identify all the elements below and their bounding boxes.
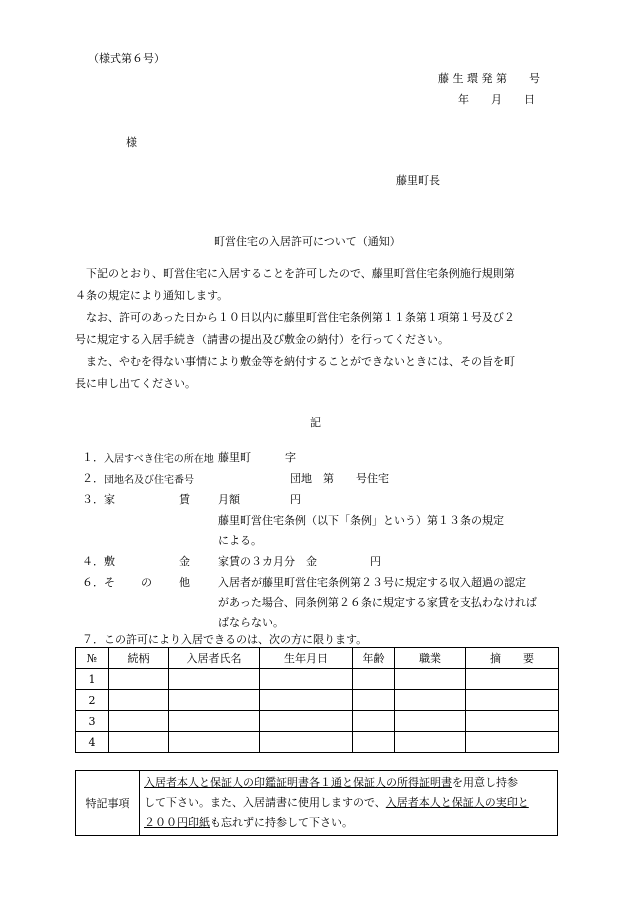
special-notes-box [75,770,558,836]
addressee-suffix: 様 [126,136,137,149]
cell-occupation[interactable] [395,669,466,690]
cell-relationship[interactable] [109,690,169,711]
document-number: 藤 生 環 発 第 号 [438,72,540,85]
paragraph-line: なお、許可のあった日から１０日以内に藤里町営住宅条例第１１条第１項第１号及び２ [75,311,515,324]
item-6-label-char: 他 [179,576,190,589]
cell-age[interactable] [353,690,395,711]
cell-remarks[interactable] [466,669,559,690]
item-1-value-town: 藤里町 [218,451,251,464]
header-birthdate: 生年月日 [260,648,353,669]
item-2-label: 団地名及び住宅番号 [104,475,194,486]
cell-remarks[interactable] [466,732,559,753]
paragraph-line: 長に申し出てください。 [75,377,196,390]
item-3-line-3: による。 [218,534,262,547]
header-name: 入居者氏名 [169,648,260,669]
item-6-label-char: そ [104,576,115,589]
item-3-label-char: 家 [104,493,115,506]
date-line: 年 月 日 [458,93,535,106]
document-title: 町営住宅の入居許可について（通知） [214,235,401,248]
note-line-2-text: して下さい。また、入居請書に使用しますので、 [144,796,386,809]
form-number: （様式第６号） [88,52,165,65]
header-no: № [76,648,109,669]
item-1-label: 入居すべき住宅の所在地 [104,454,214,465]
cell-birthdate[interactable] [260,690,353,711]
cell-birthdate[interactable] [260,711,353,732]
paragraph-line: ４条の規定により通知します。 [75,289,229,302]
note-line-1-text: を用意し持参 [452,776,518,789]
item-4-label-char: 敷 [104,555,115,568]
item-3-value-monthly: 月額 [218,493,240,506]
cell-remarks[interactable] [466,711,559,732]
item-4-value-deposit: 家賃の３カ月分 金 [218,555,317,568]
note-line-3-underlined: ２００円印紙 [144,816,210,829]
row-number: 2 [76,690,109,711]
item-2-number: ２． [82,472,104,485]
row-number: 3 [76,711,109,732]
table-row [76,690,559,711]
item-3-label-char: 賃 [179,493,190,506]
paragraph-line: 下記のとおり、町営住宅に入居することを許可したので、藤里町営住宅条例施行規則第 [75,267,515,280]
cell-relationship[interactable] [109,711,169,732]
row-number: 1 [76,669,109,690]
note-line-3-text: も忘れずに持参して下さい。 [210,816,353,829]
item-4-value-yen: 円 [370,555,381,568]
special-notes-label: 特記事項 [76,771,140,836]
cell-occupation[interactable] [395,690,466,711]
header-occupation: 職業 [395,648,466,669]
item-1-value-aza: 字 [285,451,296,464]
cell-name[interactable] [169,669,260,690]
ki-heading: 記 [310,416,321,429]
cell-birthdate[interactable] [260,669,353,690]
cell-age[interactable] [353,669,395,690]
cell-age[interactable] [353,711,395,732]
header-age: 年齢 [353,648,395,669]
table-row [76,669,559,690]
occupants-table [75,647,559,753]
item-3-number: ３． [82,493,104,506]
item-2-value: 団地 第 号住宅 [290,472,389,485]
item-6-label-char: の [141,576,152,589]
cell-name[interactable] [169,690,260,711]
item-6-number: ６． [82,576,104,589]
item-6-line-2: があった場合、同条例第２６条に規定する家賃を支払わなければ [218,596,537,609]
cell-remarks[interactable] [466,690,559,711]
paragraph-line: また、やむを得ない事情により敷金等を納付することができないときには、その旨を町 [75,355,515,368]
special-notes-content [140,771,558,836]
header-remarks: 摘 要 [466,648,559,669]
header-relationship: 続柄 [109,648,169,669]
cell-relationship[interactable] [109,669,169,690]
item-1-number: １． [82,451,104,464]
item-7-text: ７．この許可により入居できるのは、次の方に限ります。 [82,633,368,646]
sender: 藤里町長 [396,174,440,187]
item-3-line-2: 藤里町営住宅条例（以下「条例」という）第１３条の規定 [218,514,504,527]
note-line-2-underlined: 入居者本人と保証人の実印と [385,796,529,809]
item-6-line-3: ばならない。 [218,616,284,629]
note-line-1-underlined: 入居者本人と保証人の印鑑証明書各１通と保証人の所得証明書 [144,776,452,789]
table-row [76,711,559,732]
cell-birthdate[interactable] [260,732,353,753]
item-4-label-char: 金 [179,555,190,568]
body-text [75,263,515,395]
item-6-line-1: 入居者が藤里町営住宅条例第２３号に規定する収入超過の認定 [218,576,526,589]
cell-name[interactable] [169,732,260,753]
cell-relationship[interactable] [109,732,169,753]
cell-occupation[interactable] [395,732,466,753]
item-4-number: ４． [82,555,104,568]
item-3-value-yen: 円 [290,493,301,506]
row-number: 4 [76,732,109,753]
cell-occupation[interactable] [395,711,466,732]
cell-name[interactable] [169,711,260,732]
cell-age[interactable] [353,732,395,753]
table-row [76,732,559,753]
paragraph-line: 号に規定する入居手続き（請書の提出及び敷金の納付）を行ってください。 [75,333,449,346]
table-header-row [76,648,559,669]
